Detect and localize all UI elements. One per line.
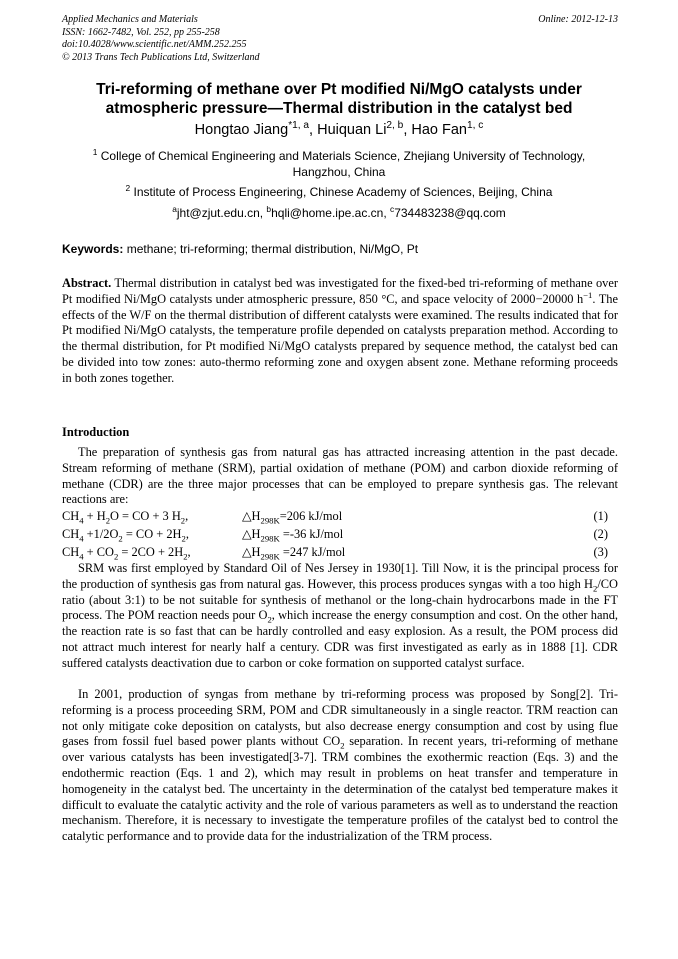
- intro-paragraph-3: [62, 687, 618, 845]
- equation-1: [62, 508, 618, 524]
- journal-issn: ISSN: 1662-7482, Vol. 252, pp 255-258: [62, 26, 220, 38]
- section-heading-introduction: Introduction: [62, 425, 130, 439]
- abstract-text-cont: . The effects of the W/F on the thermal distribution of different catalysts were examined. The results indicated that for Pt modified Ni/MgO catalysts, the temperature profile depended on catalysts preparation method. According to the thermal distribution, for Pt modified Ni/MgO catalysts prepared by sequence method, the catalyst bed can be divided into tow zones: auto-thermo reforming zone and oxygen absent zone. Methane reforming proceeds in both zones together.: [62, 291, 618, 385]
- subscript: 2: [267, 614, 272, 625]
- title-line-1: Tri-reforming of methane over Pt modified Ni/MgO catalysts under: [96, 81, 582, 98]
- equation-1-enthalpy: $\triangle H_{298K}=206$ kJ/mol: [242, 509, 343, 526]
- author-separator: ,: [309, 122, 318, 138]
- subscript: 2: [593, 583, 598, 594]
- affiliation-2-text: Institute of Process Engineering, Chinese Academy of Sciences, Beijing, China: [133, 185, 553, 199]
- author-separator: ,: [403, 122, 412, 138]
- intro-paragraph-2-text-end: , which increase the energy consumption and cost. On the other hand, the reaction rate is so fast that can be hardly controlled and easy explosion. As a result, the POM process did not attract much interest for nearly half a century. CDR was first investigated as early as in 1888 [1]. CDR suffered catalysts deactivation due to carbon or coke formation on supported catalyst surface.: [62, 608, 618, 670]
- author-3-marks: 1, c: [467, 120, 484, 132]
- journal-header: [62, 14, 618, 64]
- paper-title: [40, 80, 638, 118]
- intro-paragraph-2-text-cont: /CO ratio (about 3:1) to be not suitable for synthesis of methanol or the long-chain hydrocarbons made in the FT process. The POM reaction needs pour O: [62, 576, 618, 623]
- email-b-mark: b: [266, 204, 272, 214]
- keywords-label: Keywords:: [62, 242, 124, 256]
- affiliation-1-line-1: College of Chemical Engineering and Materials Science, Zhejiang University of Technology,: [100, 149, 586, 163]
- intro-paragraph-3-text: In 2001, production of syngas from methane by tri-reforming process was proposed by Song[2]. Tri-reforming is a process proceeding SRM, POM and CDR simultaneously in a single reactor. TRM reaction can not only mitigate coke deposition on catalysts, but also decrease energy consumption and cost by using flue gases from fossil fuel based power plants without CO: [62, 687, 618, 749]
- affiliation-1-line-2: Hangzhou, China: [292, 165, 386, 179]
- abstract-label: Abstract.: [62, 276, 112, 290]
- author-1-marks: *1, a: [288, 120, 310, 132]
- author-2-marks: 2, b: [386, 120, 404, 132]
- equation-1-lhs: $CH_4 + H_2O$ = CO + 3 $H_2$,: [62, 509, 189, 526]
- author-emails: [40, 205, 638, 221]
- equation-2-lhs: $CH_4 +1/2O_2$ = CO + $2H_2$,: [62, 527, 189, 544]
- affiliation-1: [70, 148, 608, 180]
- journal-doi: doi:10.4028/www.scientific.net/AMM.252.255: [62, 39, 247, 50]
- intro-paragraph-3-text-cont: separation. In recent years, tri-reforming of methane over various catalysts has been investigated[3-7]. TRM combines the exothermic reaction (Eqs. 3) and the endothermic reaction (Eqs. 1 and 2), which may result in problems on heat transfer and temperature in homogeneity in the catalyst bed. The uncertainty in the determination of the catalyst bed temperature makes it difficult to evaluate the catalytic activity and the role of various parameters as well as to understand the reaction mechanism. Therefore, it is necessary to investigate the temperature profiles of the catalyst bed to control the catalytic performance and to provide data for the industrialization of the TRM process.: [62, 734, 618, 844]
- author-1: Hongtao Jiang: [194, 122, 289, 138]
- affiliation-2-mark: 2: [125, 183, 131, 193]
- email-b[interactable]: hqli@home.ipe.ac.cn,: [271, 206, 391, 220]
- keywords: [62, 241, 618, 257]
- journal-copyright: © 2013 Trans Tech Publications Ltd, Switzerland: [62, 51, 260, 63]
- email-c-mark: c: [390, 204, 395, 214]
- intro-paragraph-2-text: SRM was first employed by Standard Oil of Nes Jersey in 1930[1]. Till Now, it is the principal process for the production of synthesis gas from natural gas. However, this process produces syngas with a too high H: [62, 561, 618, 591]
- author-2: Huiquan Li: [317, 122, 387, 138]
- keywords-text: methane; tri-reforming; thermal distribution, Ni/MgO, Pt: [123, 242, 419, 256]
- subscript: 2: [340, 740, 345, 751]
- equation-3-lhs: $CH_4 + CO_2 = 2CO + 2H_2$,: [62, 545, 191, 562]
- intro-paragraph-1: The preparation of synthesis gas from natural gas has attracted increasing attention in the past decade. Stream reforming of methane (SRM), partial oxidation of methane (POM) and carbon dioxide reforming of methane (CDR) are the three major processes that can be employed to prepare synthesis gas. The relevant reactions are:: [62, 445, 618, 507]
- journal-name: Applied Mechanics and Materials: [62, 14, 198, 25]
- title-line-2: atmospheric pressure—Thermal distribution in the catalyst bed: [105, 100, 573, 117]
- abstract-superscript: −1: [583, 289, 593, 300]
- email-a-mark: a: [172, 204, 177, 214]
- abstract: [62, 276, 618, 387]
- affiliation-1-mark: 1: [92, 147, 98, 157]
- equation-3-number: (3): [593, 545, 608, 559]
- online-date: Online: 2012-12-13: [538, 14, 618, 25]
- author-3: Hao Fan: [411, 122, 467, 138]
- equation-2: [62, 526, 618, 542]
- intro-paragraph-2: [62, 561, 618, 672]
- email-a[interactable]: jht@zjut.edu.cn,: [176, 206, 267, 220]
- abstract-text: Thermal distribution in catalyst bed was investigated for the fixed-bed tri-reforming of methane over Pt modified Ni/MgO catalysts under atmospheric pressure, 850 °C, and space velocity of 2000−20000 h: [62, 276, 618, 306]
- equation-3-enthalpy: $\triangle H_{298K} =247$ kJ/mol: [242, 545, 346, 562]
- equation-2-number: (2): [593, 527, 608, 541]
- email-c[interactable]: 734483238@qq.com: [394, 206, 506, 220]
- equation-3: [62, 544, 618, 560]
- equation-1-number: (1): [593, 509, 608, 523]
- equation-2-enthalpy: $\triangle H_{298K} =-36$ kJ/mol: [242, 527, 344, 544]
- affiliation-2: [70, 184, 608, 200]
- author-list: [40, 121, 638, 139]
